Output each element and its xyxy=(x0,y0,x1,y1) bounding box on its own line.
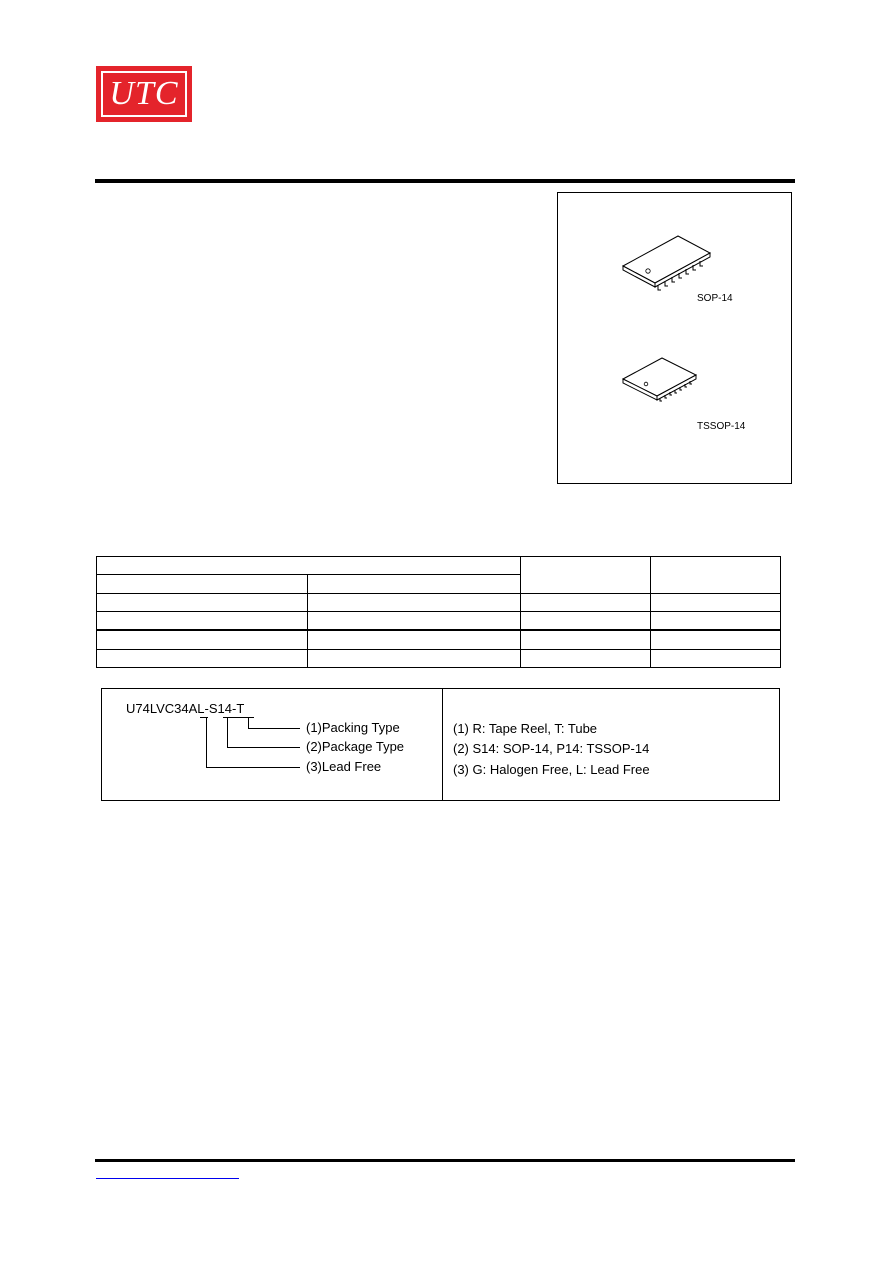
table-cell xyxy=(97,649,308,667)
table-row xyxy=(97,593,781,611)
table-cell xyxy=(308,593,521,611)
tssop14-label: TSSOP-14 xyxy=(697,421,746,432)
leader-leadfree-h xyxy=(206,767,300,768)
lead-free-label: (3)Lead Free xyxy=(306,759,382,774)
table-cell xyxy=(521,630,651,649)
table-header-row xyxy=(97,557,781,575)
header-rule xyxy=(95,179,795,183)
leader-leadfree-v xyxy=(206,717,207,768)
leader-packing-h xyxy=(248,728,300,729)
part-sep-2: - xyxy=(232,701,237,716)
package-code-line: (2) S14: SOP-14, P14: TSSOP-14 xyxy=(453,741,650,756)
footer-link[interactable] xyxy=(96,1178,239,1179)
package-type-label: (2)Package Type xyxy=(306,739,405,754)
table-cell xyxy=(521,593,651,611)
decoder-divider xyxy=(442,689,443,800)
part-sep-1: - xyxy=(204,701,209,716)
table-cell xyxy=(651,649,781,667)
leader-package-h xyxy=(227,747,300,748)
table-cell xyxy=(651,630,781,649)
packing-code-line: (1) R: Tape Reel, T: Tube xyxy=(453,721,598,736)
table-cell xyxy=(651,611,781,630)
lead-free-code-line: (3) G: Halogen Free, L: Lead Free xyxy=(453,762,650,777)
table-cell xyxy=(308,575,521,593)
table-row xyxy=(97,630,781,649)
table-cell xyxy=(521,611,651,630)
sop14-chip-icon xyxy=(618,231,718,291)
table-row xyxy=(97,611,781,630)
package-figure-box xyxy=(557,192,792,484)
table-cell xyxy=(651,593,781,611)
table-cell xyxy=(651,557,781,594)
table-cell xyxy=(308,630,521,649)
sop14-label: SOP-14 xyxy=(697,293,733,304)
part-packing-code: T xyxy=(236,701,245,716)
part-number xyxy=(126,701,244,716)
logo-frame xyxy=(101,71,187,117)
ordering-table xyxy=(96,556,781,668)
table-row xyxy=(97,649,781,667)
part-package-code: S14 xyxy=(208,701,233,716)
part-base: U74LVC34AL xyxy=(126,701,205,716)
table-cell xyxy=(97,557,521,575)
footer-rule xyxy=(95,1159,795,1162)
table-cell xyxy=(97,611,308,630)
table-cell xyxy=(521,557,651,594)
tssop14-chip-icon xyxy=(620,355,705,405)
table-cell xyxy=(97,575,308,593)
table-cell xyxy=(97,630,308,649)
part-number-decoder xyxy=(101,688,780,801)
table-cell xyxy=(521,649,651,667)
logo-text: UTC xyxy=(109,75,179,112)
table-cell xyxy=(97,593,308,611)
table-cell xyxy=(308,611,521,630)
utc-logo xyxy=(96,66,192,122)
packing-type-label: (1)Packing Type xyxy=(306,720,400,735)
leader-package-v xyxy=(227,717,228,748)
table-cell xyxy=(308,649,521,667)
